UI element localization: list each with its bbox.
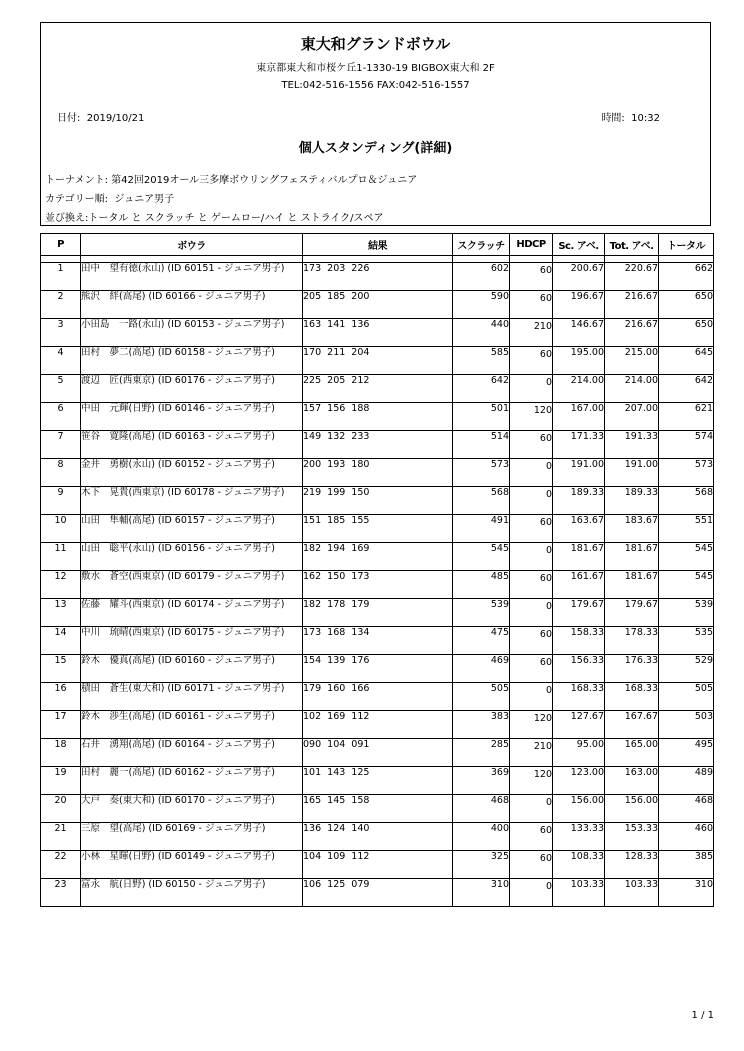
total-cell: 310	[659, 879, 714, 907]
game-scores-cell: 163 141 136	[303, 319, 453, 347]
scratch-cell: 568	[453, 487, 510, 515]
report-time	[601, 109, 660, 124]
scratch-average-cell: 214.00	[553, 375, 605, 403]
col-sc-avg-header: Sc. アベ.	[553, 234, 605, 256]
total-average-cell: 163.00	[605, 767, 659, 795]
game-scores-cell: 170 211 204	[303, 347, 453, 375]
hdcp-cell: 0	[510, 879, 553, 907]
total-average-cell: 103.33	[605, 879, 659, 907]
total-average-cell: 216.67	[605, 291, 659, 319]
table-row	[41, 823, 714, 851]
standings-table	[40, 233, 714, 907]
table-row	[41, 291, 714, 319]
table-row	[41, 319, 714, 347]
rank-cell: 15	[41, 655, 81, 683]
game-scores-cell: 179 160 166	[303, 683, 453, 711]
table-row	[41, 795, 714, 823]
scratch-cell: 440	[453, 319, 510, 347]
bowler-cell: 富永 航(日野) (ID 60150 - ジュニア男子)	[81, 879, 303, 907]
bowler-cell: 大戸 奏(東大和) (ID 60170 - ジュニア男子)	[81, 795, 303, 823]
total-average-cell: 191.33	[605, 431, 659, 459]
venue-address: 東京都東大和市桜ケ丘1-1330-19 BIGBOX東大和 2F	[256, 63, 495, 74]
scratch-cell: 602	[453, 263, 510, 291]
page-number: 1 / 1	[691, 1010, 714, 1021]
game-scores-cell: 154 139 176	[303, 655, 453, 683]
scratch-cell: 491	[453, 515, 510, 543]
game-scores-cell: 225 205 212	[303, 375, 453, 403]
bowler-cell: 渡辺 匠(西東京) (ID 60176 - ジュニア男子)	[81, 375, 303, 403]
rank-cell: 10	[41, 515, 81, 543]
hdcp-cell: 60	[510, 571, 553, 599]
bowler-cell: 笹谷 寛隆(高尾) (ID 60163 - ジュニア男子)	[81, 431, 303, 459]
total-average-cell: 153.33	[605, 823, 659, 851]
category-value: ジュニア男子	[114, 194, 175, 205]
bowler-cell: 田村 麗一(高尾) (ID 60162 - ジュニア男子)	[81, 767, 303, 795]
rank-cell: 1	[41, 263, 81, 291]
bowler-cell: 金井 勇樹(永山) (ID 60152 - ジュニア男子)	[81, 459, 303, 487]
hdcp-cell: 120	[510, 767, 553, 795]
scratch-cell: 310	[453, 879, 510, 907]
table-row	[41, 739, 714, 767]
sort-value: トータル と スクラッチ と ゲームロー/ハイ と ストライク/スペア	[88, 213, 384, 224]
scratch-cell: 501	[453, 403, 510, 431]
scratch-average-cell: 103.33	[553, 879, 605, 907]
scratch-cell: 545	[453, 543, 510, 571]
total-cell: 489	[659, 767, 714, 795]
table-row	[41, 515, 714, 543]
date-label: 日付:	[57, 113, 81, 124]
hdcp-cell: 120	[510, 403, 553, 431]
bowler-cell: 中田 元輝(日野) (ID 60146 - ジュニア男子)	[81, 403, 303, 431]
table-row	[41, 263, 714, 291]
scratch-cell: 469	[453, 655, 510, 683]
rank-cell: 19	[41, 767, 81, 795]
rank-cell: 17	[41, 711, 81, 739]
rank-cell: 22	[41, 851, 81, 879]
bowler-cell: 積田 蒼生(東大和) (ID 60171 - ジュニア男子)	[81, 683, 303, 711]
table-row	[41, 627, 714, 655]
category-line	[45, 190, 174, 205]
game-scores-cell: 102 169 112	[303, 711, 453, 739]
game-scores-cell: 106 125 079	[303, 879, 453, 907]
total-average-cell: 207.00	[605, 403, 659, 431]
table-row	[41, 375, 714, 403]
total-cell: 573	[659, 459, 714, 487]
col-bowler-header: ボウラ	[81, 234, 303, 256]
total-average-cell: 215.00	[605, 347, 659, 375]
scratch-cell: 642	[453, 375, 510, 403]
bowler-cell: 佐藤 耀斗(西東京) (ID 60174 - ジュニア男子)	[81, 599, 303, 627]
table-header-row	[41, 234, 714, 256]
total-average-cell: 216.67	[605, 319, 659, 347]
bowler-cell: 熊沢 絆(高尾) (ID 60166 - ジュニア男子)	[81, 291, 303, 319]
bowler-cell: 田村 夢二(高尾) (ID 60158 - ジュニア男子)	[81, 347, 303, 375]
total-average-cell: 156.00	[605, 795, 659, 823]
total-cell: 535	[659, 627, 714, 655]
table-body	[41, 256, 714, 907]
rank-cell: 14	[41, 627, 81, 655]
hdcp-cell: 60	[510, 515, 553, 543]
game-scores-cell: 162 150 173	[303, 571, 453, 599]
rank-cell: 20	[41, 795, 81, 823]
total-average-cell: 214.00	[605, 375, 659, 403]
game-scores-cell: 101 143 125	[303, 767, 453, 795]
bowler-cell: 鈴木 優真(高尾) (ID 60160 - ジュニア男子)	[81, 655, 303, 683]
venue-phone-fax: TEL:042-516-1556 FAX:042-516-1557	[281, 80, 470, 91]
game-scores-cell: 151 185 155	[303, 515, 453, 543]
scratch-average-cell: 196.67	[553, 291, 605, 319]
total-cell: 495	[659, 739, 714, 767]
bowler-cell: 山田 聡平(永山) (ID 60156 - ジュニア男子)	[81, 543, 303, 571]
game-scores-cell: 149 132 233	[303, 431, 453, 459]
scratch-average-cell: 191.00	[553, 459, 605, 487]
total-average-cell: 179.67	[605, 599, 659, 627]
scratch-average-cell: 156.00	[553, 795, 605, 823]
total-cell: 468	[659, 795, 714, 823]
total-cell: 574	[659, 431, 714, 459]
scratch-average-cell: 200.67	[553, 263, 605, 291]
total-average-cell: 176.33	[605, 655, 659, 683]
game-scores-cell: 104 109 112	[303, 851, 453, 879]
total-average-cell: 183.67	[605, 515, 659, 543]
table-row	[41, 851, 714, 879]
scratch-cell: 285	[453, 739, 510, 767]
scratch-cell: 468	[453, 795, 510, 823]
bowler-cell: 鈴木 渉生(高尾) (ID 60161 - ジュニア男子)	[81, 711, 303, 739]
scratch-cell: 585	[453, 347, 510, 375]
total-average-cell: 220.67	[605, 263, 659, 291]
scratch-cell: 475	[453, 627, 510, 655]
bowler-cell: 山田 隼輔(高尾) (ID 60157 - ジュニア男子)	[81, 515, 303, 543]
scratch-average-cell: 108.33	[553, 851, 605, 879]
scratch-cell: 573	[453, 459, 510, 487]
hdcp-cell: 60	[510, 823, 553, 851]
report-title: 個人スタンディング(詳細)	[298, 141, 453, 156]
hdcp-cell: 60	[510, 627, 553, 655]
bowler-cell: 石井 湧翔(高尾) (ID 60164 - ジュニア男子)	[81, 739, 303, 767]
game-scores-cell: 157 156 188	[303, 403, 453, 431]
hdcp-cell: 210	[510, 319, 553, 347]
total-average-cell: 189.33	[605, 487, 659, 515]
table-row	[41, 599, 714, 627]
table-row	[41, 487, 714, 515]
table-row	[41, 879, 714, 907]
rank-cell: 12	[41, 571, 81, 599]
rank-cell: 6	[41, 403, 81, 431]
table-row	[41, 711, 714, 739]
table-row	[41, 347, 714, 375]
total-cell: 505	[659, 683, 714, 711]
total-average-cell: 128.33	[605, 851, 659, 879]
total-cell: 539	[659, 599, 714, 627]
hdcp-cell: 210	[510, 739, 553, 767]
total-cell: 529	[659, 655, 714, 683]
table-row	[41, 431, 714, 459]
col-hdcp-header: HDCP	[510, 234, 553, 256]
total-average-cell: 168.33	[605, 683, 659, 711]
rank-cell: 4	[41, 347, 81, 375]
scratch-average-cell: 95.00	[553, 739, 605, 767]
table-row	[41, 571, 714, 599]
total-average-cell: 178.33	[605, 627, 659, 655]
header-spacer-row	[41, 256, 714, 263]
scratch-average-cell: 168.33	[553, 683, 605, 711]
col-games-header: 結果	[303, 234, 453, 256]
total-cell: 662	[659, 263, 714, 291]
scratch-cell: 383	[453, 711, 510, 739]
game-scores-cell: 173 168 134	[303, 627, 453, 655]
hdcp-cell: 120	[510, 711, 553, 739]
hdcp-cell: 0	[510, 459, 553, 487]
table-row	[41, 683, 714, 711]
hdcp-cell: 0	[510, 683, 553, 711]
scratch-average-cell: 133.33	[553, 823, 605, 851]
hdcp-cell: 0	[510, 795, 553, 823]
scratch-average-cell: 189.33	[553, 487, 605, 515]
bowler-cell: 小田島 一路(永山) (ID 60153 - ジュニア男子)	[81, 319, 303, 347]
sort-label: 並び換え:	[45, 213, 89, 224]
rank-cell: 9	[41, 487, 81, 515]
rank-cell: 11	[41, 543, 81, 571]
table-row	[41, 655, 714, 683]
total-average-cell: 191.00	[605, 459, 659, 487]
scratch-average-cell: 167.00	[553, 403, 605, 431]
hdcp-cell: 0	[510, 375, 553, 403]
bowler-cell: 三原 望(高尾) (ID 60169 - ジュニア男子)	[81, 823, 303, 851]
venue-name: 東大和グランドボウル	[300, 35, 451, 53]
total-cell: 642	[659, 375, 714, 403]
scratch-average-cell: 156.33	[553, 655, 605, 683]
total-cell: 621	[659, 403, 714, 431]
rank-cell: 23	[41, 879, 81, 907]
hdcp-cell: 60	[510, 851, 553, 879]
col-rank-header: P	[41, 234, 81, 256]
table-row	[41, 459, 714, 487]
rank-cell: 8	[41, 459, 81, 487]
rank-cell: 7	[41, 431, 81, 459]
game-scores-cell: 219 199 150	[303, 487, 453, 515]
hdcp-cell: 60	[510, 263, 553, 291]
scratch-average-cell: 161.67	[553, 571, 605, 599]
table-row	[41, 767, 714, 795]
bowler-cell: 敷水 蒼空(西東京) (ID 60179 - ジュニア男子)	[81, 571, 303, 599]
scratch-cell: 539	[453, 599, 510, 627]
hdcp-cell: 60	[510, 347, 553, 375]
total-cell: 460	[659, 823, 714, 851]
hdcp-cell: 0	[510, 543, 553, 571]
scratch-average-cell: 163.67	[553, 515, 605, 543]
date-value: 2019/10/21	[86, 113, 145, 124]
bowler-cell: 木下 晃貴(西東京) (ID 60178 - ジュニア男子)	[81, 487, 303, 515]
rank-cell: 16	[41, 683, 81, 711]
total-average-cell: 165.00	[605, 739, 659, 767]
bowler-cell: 中川 琉晴(西東京) (ID 60175 - ジュニア男子)	[81, 627, 303, 655]
tournament-value: 第42回2019オール三多摩ボウリングフェスティバルプロ＆ジュニア	[111, 175, 418, 186]
scratch-cell: 485	[453, 571, 510, 599]
scratch-cell: 400	[453, 823, 510, 851]
tournament-label: トーナメント:	[45, 175, 108, 186]
rank-cell: 21	[41, 823, 81, 851]
total-cell: 545	[659, 571, 714, 599]
total-cell: 568	[659, 487, 714, 515]
report-header	[40, 22, 711, 226]
col-tot-avg-header: Tot. アベ.	[605, 234, 659, 256]
total-cell: 545	[659, 543, 714, 571]
category-label: カテゴリー順:	[45, 194, 108, 205]
scratch-average-cell: 179.67	[553, 599, 605, 627]
rank-cell: 5	[41, 375, 81, 403]
hdcp-cell: 0	[510, 487, 553, 515]
game-scores-cell: 136 124 140	[303, 823, 453, 851]
game-scores-cell: 090 104 091	[303, 739, 453, 767]
time-label: 時間:	[601, 113, 625, 124]
tournament-line	[45, 171, 417, 186]
scratch-average-cell: 171.33	[553, 431, 605, 459]
scratch-average-cell: 123.00	[553, 767, 605, 795]
col-scratch-header: スクラッチ	[453, 234, 510, 256]
hdcp-cell: 60	[510, 431, 553, 459]
hdcp-cell: 60	[510, 655, 553, 683]
scratch-average-cell: 146.67	[553, 319, 605, 347]
total-cell: 650	[659, 291, 714, 319]
scratch-cell: 514	[453, 431, 510, 459]
total-cell: 503	[659, 711, 714, 739]
report-date	[57, 109, 144, 124]
scratch-average-cell: 181.67	[553, 543, 605, 571]
scratch-average-cell: 195.00	[553, 347, 605, 375]
total-cell: 650	[659, 319, 714, 347]
rank-cell: 13	[41, 599, 81, 627]
game-scores-cell: 182 194 169	[303, 543, 453, 571]
hdcp-cell: 60	[510, 291, 553, 319]
bowler-cell: 田中 望有徳(永山) (ID 60151 - ジュニア男子)	[81, 263, 303, 291]
game-scores-cell: 200 193 180	[303, 459, 453, 487]
total-average-cell: 181.67	[605, 571, 659, 599]
total-cell: 645	[659, 347, 714, 375]
scratch-average-cell: 158.33	[553, 627, 605, 655]
bowler-cell: 小林 星暉(日野) (ID 60149 - ジュニア男子)	[81, 851, 303, 879]
rank-cell: 2	[41, 291, 81, 319]
table-row	[41, 543, 714, 571]
game-scores-cell: 205 185 200	[303, 291, 453, 319]
table-row	[41, 403, 714, 431]
time-value: 10:32	[631, 113, 660, 124]
game-scores-cell: 173 203 226	[303, 263, 453, 291]
hdcp-cell: 0	[510, 599, 553, 627]
total-average-cell: 181.67	[605, 543, 659, 571]
total-cell: 551	[659, 515, 714, 543]
scratch-cell: 369	[453, 767, 510, 795]
scratch-cell: 590	[453, 291, 510, 319]
total-cell: 385	[659, 851, 714, 879]
total-average-cell: 167.67	[605, 711, 659, 739]
game-scores-cell: 165 145 158	[303, 795, 453, 823]
scratch-average-cell: 127.67	[553, 711, 605, 739]
scratch-cell: 325	[453, 851, 510, 879]
rank-cell: 3	[41, 319, 81, 347]
col-total-header: トータル	[659, 234, 714, 256]
rank-cell: 18	[41, 739, 81, 767]
sort-line	[45, 209, 384, 224]
game-scores-cell: 182 178 179	[303, 599, 453, 627]
scratch-cell: 505	[453, 683, 510, 711]
